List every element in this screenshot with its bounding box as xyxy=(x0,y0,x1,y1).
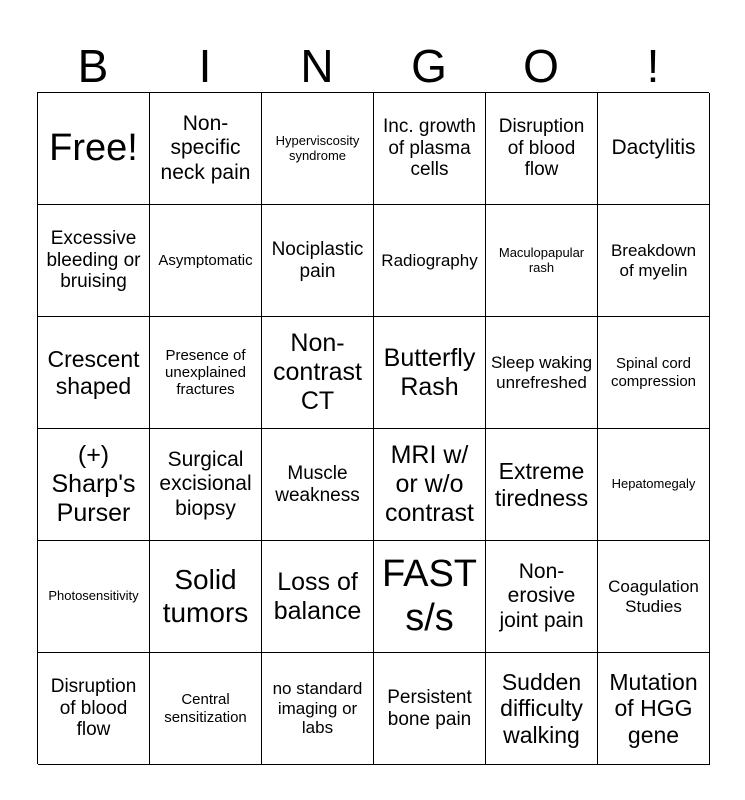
bingo-cell[interactable]: Maculopapular rash xyxy=(486,205,598,317)
bingo-cell[interactable]: Solid tumors xyxy=(150,541,262,653)
bingo-cell[interactable]: Inc. growth of plasma cells xyxy=(374,93,486,205)
bingo-cell[interactable]: Non-specific neck pain xyxy=(150,93,262,205)
header-letter-b: B xyxy=(77,40,109,92)
bingo-cell[interactable]: Non-contrast CT xyxy=(262,317,374,429)
header-letter-o: O xyxy=(523,40,559,92)
header-letter-g: G xyxy=(411,40,447,92)
bingo-board xyxy=(37,92,709,764)
bingo-cell[interactable]: Hepatomegaly xyxy=(598,429,710,541)
bingo-cell[interactable]: no standard imaging or labs xyxy=(262,653,374,765)
header-exclamation: ! xyxy=(646,40,660,92)
bingo-cell[interactable]: Hyperviscosity syndrome xyxy=(262,93,374,205)
bingo-cell[interactable]: Mutation of HGG gene xyxy=(598,653,710,765)
bingo-cell[interactable]: Muscle weakness xyxy=(262,429,374,541)
bingo-cell[interactable]: Asymptomatic xyxy=(150,205,262,317)
bingo-cell[interactable]: Nociplastic pain xyxy=(262,205,374,317)
bingo-cell[interactable]: Butterfly Rash xyxy=(374,317,486,429)
bingo-cell[interactable]: Disruption of blood flow xyxy=(486,93,598,205)
bingo-cell[interactable]: Photosensitivity xyxy=(38,541,150,653)
bingo-cell-free-space[interactable]: Free! xyxy=(38,93,150,205)
bingo-cell[interactable]: Coagulation Studies xyxy=(598,541,710,653)
bingo-cell[interactable]: Radiography xyxy=(374,205,486,317)
bingo-cell[interactable]: MRI w/ or w/o contrast xyxy=(374,429,486,541)
header-letter-n: N xyxy=(300,40,334,92)
header-letter-i: I xyxy=(198,40,212,92)
bingo-cell[interactable]: FAST s/s xyxy=(374,541,486,653)
bingo-cell[interactable]: Breakdown of myelin xyxy=(598,205,710,317)
bingo-cell[interactable]: Non-erosive joint pain xyxy=(486,541,598,653)
bingo-cell[interactable]: Extreme tiredness xyxy=(486,429,598,541)
bingo-cell[interactable]: Excessive bleeding or bruising xyxy=(38,205,150,317)
bingo-cell[interactable]: Crescent shaped xyxy=(38,317,150,429)
bingo-header xyxy=(37,40,709,92)
bingo-cell[interactable]: Sudden difficulty walking xyxy=(486,653,598,765)
bingo-cell[interactable]: Presence of unexplained fractures xyxy=(150,317,262,429)
bingo-cell[interactable]: Sleep waking unrefreshed xyxy=(486,317,598,429)
bingo-cell[interactable]: (+) Sharp's Purser xyxy=(38,429,150,541)
bingo-cell[interactable]: Surgical excisional biopsy xyxy=(150,429,262,541)
bingo-cell[interactable]: Disruption of blood flow xyxy=(38,653,150,765)
bingo-cell[interactable]: Central sensitization xyxy=(150,653,262,765)
bingo-cell[interactable]: Dactylitis xyxy=(598,93,710,205)
bingo-cell[interactable]: Spinal cord compression xyxy=(598,317,710,429)
bingo-cell[interactable]: Persistent bone pain xyxy=(374,653,486,765)
bingo-cell[interactable]: Loss of balance xyxy=(262,541,374,653)
